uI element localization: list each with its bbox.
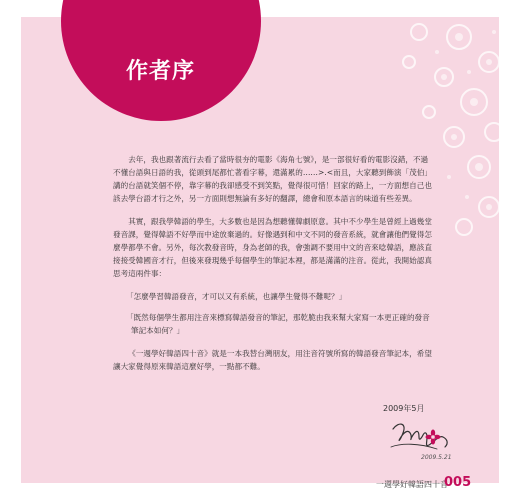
footer-book-title: 一週學好韓語四十音: [376, 480, 448, 489]
preface-body: [113, 153, 433, 373]
page: [21, 17, 499, 490]
quote: 「既然每個學生都用注音來標寫韓語發音的筆記，那乾脆由我來幫大家寫一本更正確的發音筆記本如何？」: [126, 313, 430, 335]
paragraph: 去年，我也跟著流行去看了當時很夯的電影《海角七號》，是一部很好看的電影沒錯，不過不懂台語與日語的我，從頭到尾都忙著看字幕，還滿累的……>.<而且，大家聽到飾演「茂伯」講的台語就笑個不停，靠字幕的我卻感受不到笑點，覺得很可惜！回家的路上，一方面想自己也該去學台語才行之外，另一方面則想無論有多好的翻譯，總會和原本語言的味道有些差異。: [113, 155, 432, 203]
flower-icon: [425, 429, 441, 445]
signature-date: 2009.5.21: [421, 454, 452, 461]
quote: 「怎麼學習韓語發音，才可以又有系統，也讓學生覺得不難呢？」: [126, 292, 347, 301]
page-heading: 作者序: [126, 59, 196, 84]
page-number: 005: [444, 475, 472, 490]
paragraph: 《一週學好韓語四十音》就是一本我替台灣朋友，用注音符號所寫的韓語發音筆記本，希望讓大家覺得原來韓語這麼好學，一點都不難。: [113, 349, 432, 371]
preface-date: 2009年5月: [383, 404, 425, 413]
author-signature: [389, 417, 453, 455]
paragraph: 其實，跟我學韓語的學生，大多數也是因為想聽懂韓劇原意。其中不少學生是曾經上過幾堂發音課，覺得韓語不好學而中途放棄過的。好像遇到和中文不同的發音系統，就會讓他們覺得怎麼學都學不會。另外，每次教發音時，身為老師的我，會強調不要用中文的音來唸韓語，應該直接接受韓國音才行，但後來發現幾乎每個學生的筆記本裡，都是滿滿的注音。從此，我開始認真思考這兩件事：: [113, 217, 432, 278]
